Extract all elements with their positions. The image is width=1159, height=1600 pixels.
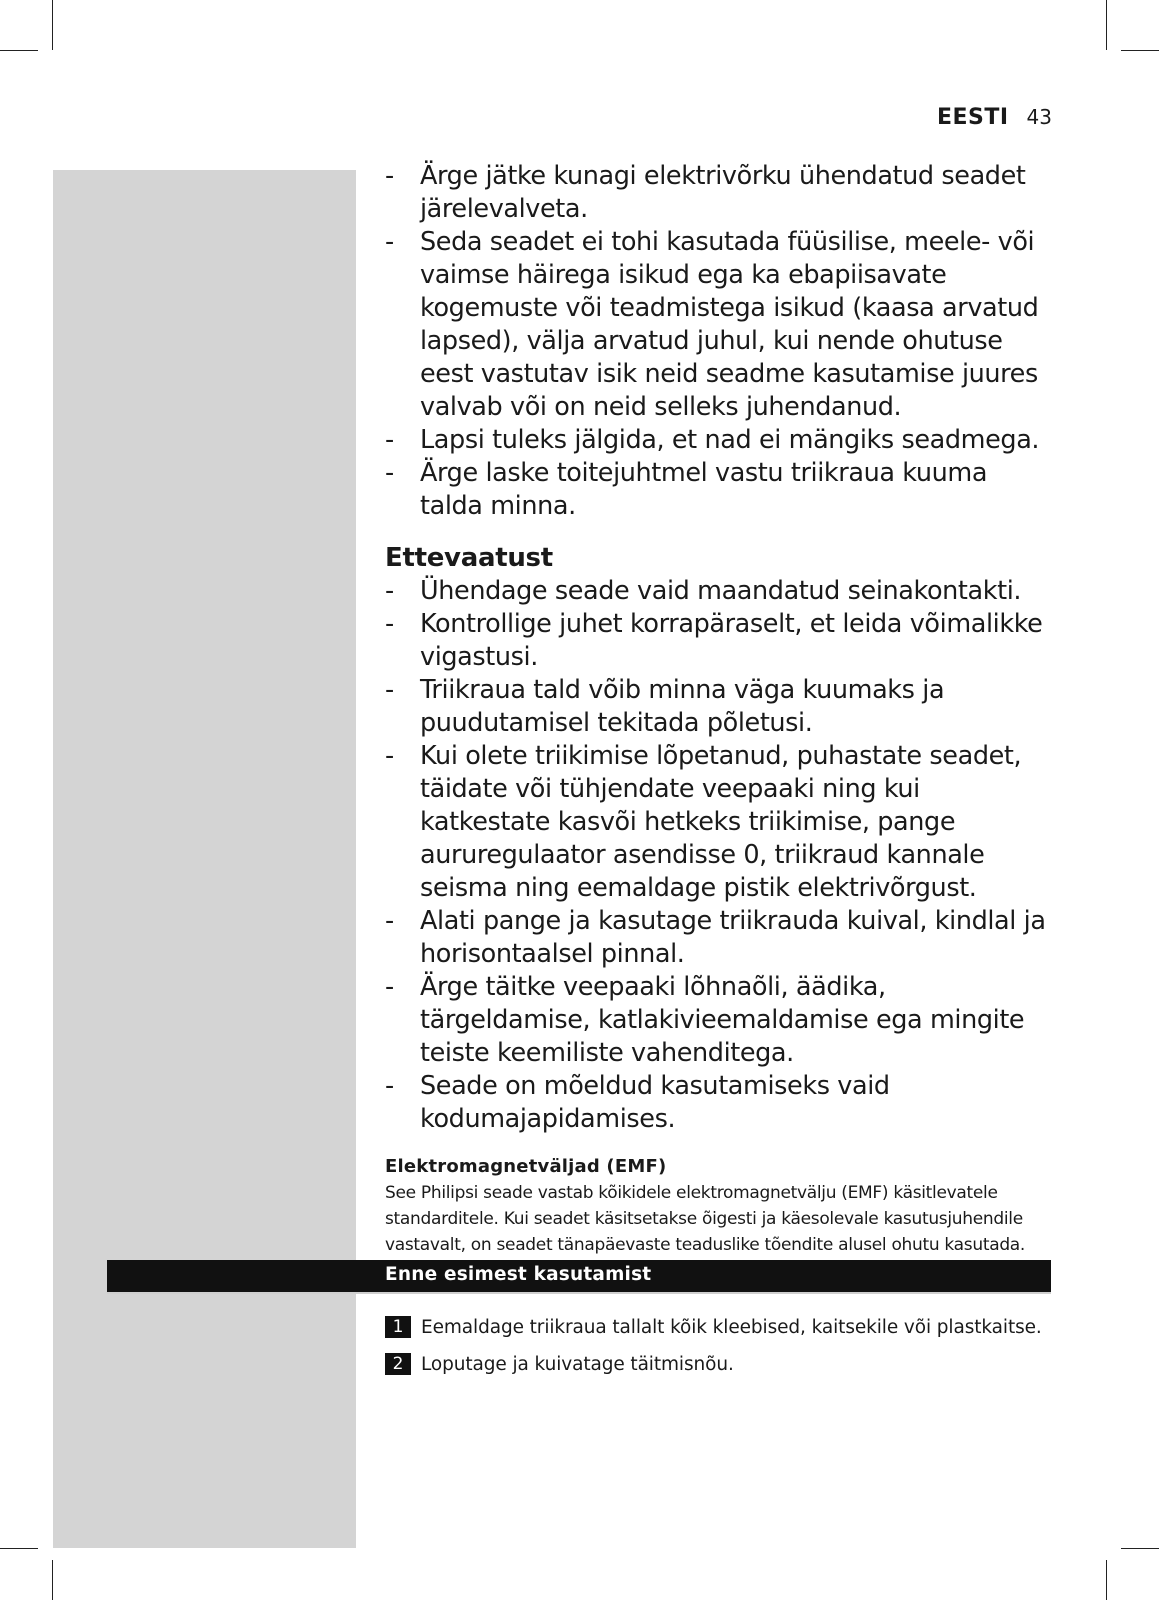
language-label: EESTI	[936, 105, 1009, 130]
crop-mark	[52, 1560, 53, 1600]
main-content	[385, 160, 1050, 1258]
caution-list	[385, 575, 1050, 1136]
section-bar	[107, 1260, 1051, 1292]
crop-mark	[1121, 1548, 1159, 1549]
warning-list	[385, 160, 1050, 523]
step-number: 1	[385, 1316, 411, 1338]
caution-heading: Ettevaatust	[385, 543, 553, 573]
list-item: - Kontrollige juhet korrapäraselt, et leida võimalikke vigastusi.	[385, 609, 1043, 672]
crop-mark	[1106, 0, 1107, 50]
list-item: - Alati pange ja kasutage triikrauda kuival, kindlal ja horisontaalsel pinnal.	[385, 906, 1046, 969]
step-text: Eemaldage triikraua tallalt kõik kleebised, kaitsekile või plastkaitse.	[421, 1316, 1042, 1338]
step-item	[385, 1353, 1042, 1375]
step-item	[385, 1316, 1042, 1338]
page-number: 43	[1026, 105, 1052, 129]
emf-heading: Elektromagnetväljad (EMF)	[385, 1156, 667, 1177]
step-number: 2	[385, 1353, 411, 1375]
crop-mark	[0, 50, 38, 51]
emf-paragraph: See Philipsi seade vastab kõikidele elektromagnetvälju (EMF) käsitlevatele standarditele. Kui seadet käsitsetakse õigesti ja käesolevale kasutusjuhendile vastavalt, on seadet tänapäevaste teaduslike tõendite alusel ohutu kasutada.	[385, 1183, 1026, 1255]
section-bar-underline	[107, 1292, 1051, 1294]
list-item: - Triikraua tald võib minna väga kuumaks ja puudutamisel tekitada põletusi.	[385, 675, 945, 738]
list-item: - Ühendage seade vaid maandatud seinakontakti.	[385, 576, 1022, 606]
list-item: - Kui olete triikimise lõpetanud, puhastate seadet, täidate või tühjendate veepaaki ning kui katkestate kasvõi hetkeks triikimise, pange aururegulaator asendisse 0, triikraud kannale seisma ning eemaldage pistik elektrivõrgust.	[385, 741, 1022, 903]
section-bar-title: Enne esimest kasutamist	[385, 1264, 652, 1285]
list-item: - Lapsi tuleks jälgida, et nad ei mängiks seadmega.	[385, 425, 1040, 455]
crop-mark	[1106, 1560, 1107, 1600]
list-item: - Ärge laske toitejuhtmel vastu triikraua kuuma talda minna.	[385, 458, 988, 521]
list-item: - Ärge täitke veepaaki lõhnaõli, äädika, tärgeldamise, katlakivieemaldamise ega mingite teiste keemiliste vahenditega.	[385, 972, 1025, 1068]
list-item: - Seade on mõeldud kasutamiseks vaid kodumajapidamises.	[385, 1071, 890, 1134]
crop-mark	[1121, 50, 1159, 51]
page-header	[937, 105, 1052, 130]
list-item: - Ärge jätke kunagi elektrivõrku ühendatud seadet järelevalveta.	[385, 161, 1026, 224]
step-list	[385, 1316, 1042, 1390]
step-text: Loputage ja kuivatage täitmisnõu.	[421, 1353, 734, 1375]
grey-margin-column	[53, 170, 356, 1548]
crop-mark	[52, 0, 53, 50]
list-item: - Seda seadet ei tohi kasutada füüsilise, meele- või vaimse häirega isikud ega ka ebapiisavate kogemuste või teadmistega isikud (kaasa arvatud lapsed), välja arvatud juhul, kui nende ohutuse eest vastutav isik neid seadme kasutamise juures valvab või on neid selleks juhendanud.	[385, 227, 1039, 422]
crop-mark	[0, 1548, 38, 1549]
